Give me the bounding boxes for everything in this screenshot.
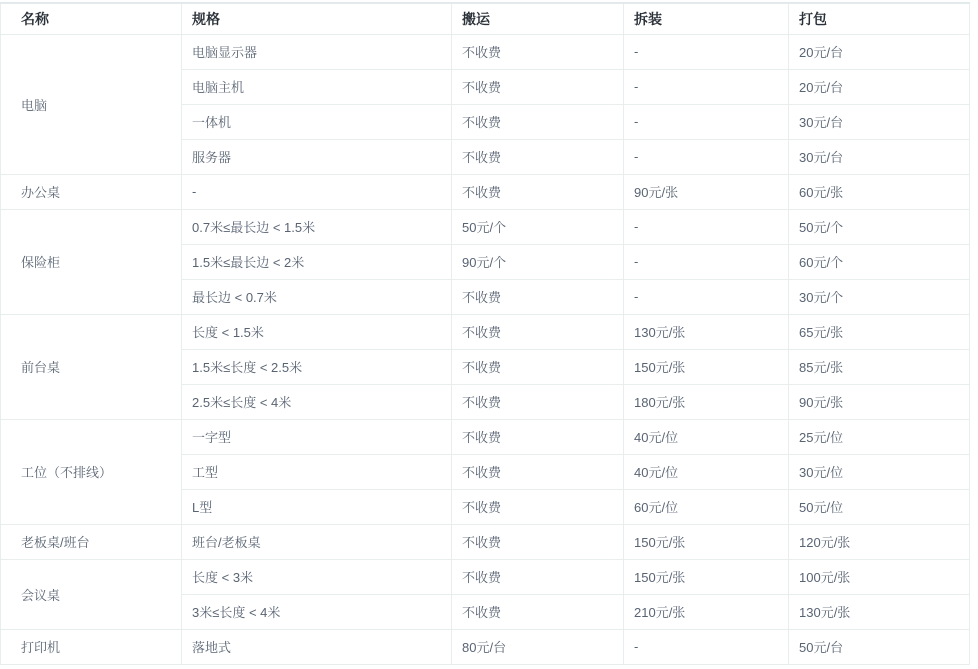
packing-fee-cell: 100元/张 — [789, 559, 970, 594]
moving-fee-cell: 不收费 — [452, 489, 624, 524]
disassembly-fee-cell: - — [624, 279, 789, 314]
moving-fee-cell: 不收费 — [452, 594, 624, 629]
header-cell-moving: 搬运 — [452, 3, 624, 34]
item-name-cell: 办公桌 — [1, 174, 182, 209]
moving-fee-cell: 不收费 — [452, 349, 624, 384]
disassembly-fee-cell: - — [624, 104, 789, 139]
spec-cell: 2.5米≤长度 < 4米 — [182, 384, 452, 419]
packing-fee-cell: 30元/个 — [789, 279, 970, 314]
packing-fee-cell: 30元/台 — [789, 139, 970, 174]
packing-fee-cell: 60元/个 — [789, 244, 970, 279]
table-row — [1, 629, 970, 664]
disassembly-fee-cell: - — [624, 244, 789, 279]
item-name-cell: 老板桌/班台 — [1, 524, 182, 559]
table-header — [1, 3, 970, 34]
spec-cell: 长度 < 1.5米 — [182, 314, 452, 349]
header-cell-name: 名称 — [1, 3, 182, 34]
moving-fee-cell: 不收费 — [452, 524, 624, 559]
moving-fee-cell: 50元/个 — [452, 209, 624, 244]
packing-fee-cell: 50元/位 — [789, 489, 970, 524]
spec-cell: 3米≤长度 < 4米 — [182, 594, 452, 629]
spec-cell: 电脑主机 — [182, 69, 452, 104]
packing-fee-cell: 60元/张 — [789, 174, 970, 209]
table-row — [1, 524, 970, 559]
spec-cell: 1.5米≤最长边 < 2米 — [182, 244, 452, 279]
header-row — [1, 3, 970, 34]
spec-cell: 一体机 — [182, 104, 452, 139]
disassembly-fee-cell: 150元/张 — [624, 524, 789, 559]
disassembly-fee-cell: - — [624, 34, 789, 69]
spec-cell: 班台/老板桌 — [182, 524, 452, 559]
moving-fee-cell: 不收费 — [452, 314, 624, 349]
moving-fee-cell: 不收费 — [452, 384, 624, 419]
moving-fee-cell: 不收费 — [452, 454, 624, 489]
table-row — [1, 419, 970, 454]
spec-cell: - — [182, 174, 452, 209]
spec-cell: L型 — [182, 489, 452, 524]
packing-fee-cell: 20元/台 — [789, 34, 970, 69]
disassembly-fee-cell: 150元/张 — [624, 559, 789, 594]
disassembly-fee-cell: - — [624, 139, 789, 174]
item-name-cell: 打印机 — [1, 629, 182, 664]
packing-fee-cell: 50元/个 — [789, 209, 970, 244]
moving-fee-cell: 不收费 — [452, 104, 624, 139]
disassembly-fee-cell: 130元/张 — [624, 314, 789, 349]
moving-fee-cell: 不收费 — [452, 279, 624, 314]
item-name-cell: 前台桌 — [1, 314, 182, 419]
packing-fee-cell: 65元/张 — [789, 314, 970, 349]
table-row — [1, 209, 970, 244]
moving-fee-cell: 不收费 — [452, 174, 624, 209]
packing-fee-cell: 50元/台 — [789, 629, 970, 664]
packing-fee-cell: 20元/台 — [789, 69, 970, 104]
spec-cell: 工型 — [182, 454, 452, 489]
disassembly-fee-cell: - — [624, 209, 789, 244]
spec-cell: 落地式 — [182, 629, 452, 664]
moving-fee-cell: 不收费 — [452, 69, 624, 104]
disassembly-fee-cell: - — [624, 69, 789, 104]
packing-fee-cell: 130元/张 — [789, 594, 970, 629]
header-cell-packing: 打包 — [789, 3, 970, 34]
disassembly-fee-cell: - — [624, 629, 789, 664]
moving-fee-cell: 不收费 — [452, 139, 624, 174]
spec-cell: 0.7米≤最长边 < 1.5米 — [182, 209, 452, 244]
packing-fee-cell: 25元/位 — [789, 419, 970, 454]
disassembly-fee-cell: 40元/位 — [624, 419, 789, 454]
spec-cell: 一字型 — [182, 419, 452, 454]
table-body — [1, 34, 970, 664]
moving-fee-cell: 90元/个 — [452, 244, 624, 279]
item-name-cell: 电脑 — [1, 34, 182, 174]
table-row — [1, 174, 970, 209]
spec-cell: 1.5米≤长度 < 2.5米 — [182, 349, 452, 384]
spec-cell: 长度 < 3米 — [182, 559, 452, 594]
disassembly-fee-cell: 210元/张 — [624, 594, 789, 629]
disassembly-fee-cell: 40元/位 — [624, 454, 789, 489]
table-row — [1, 314, 970, 349]
disassembly-fee-cell: 90元/张 — [624, 174, 789, 209]
header-cell-disassembly: 拆装 — [624, 3, 789, 34]
item-name-cell: 保险柜 — [1, 209, 182, 314]
item-name-cell: 会议桌 — [1, 559, 182, 629]
disassembly-fee-cell: 150元/张 — [624, 349, 789, 384]
header-cell-spec: 规格 — [182, 3, 452, 34]
packing-fee-cell: 30元/台 — [789, 104, 970, 139]
moving-fee-cell: 80元/台 — [452, 629, 624, 664]
disassembly-fee-cell: 180元/张 — [624, 384, 789, 419]
spec-cell: 最长边 < 0.7米 — [182, 279, 452, 314]
spec-cell: 服务器 — [182, 139, 452, 174]
packing-fee-cell: 30元/位 — [789, 454, 970, 489]
table-row — [1, 559, 970, 594]
table-row — [1, 34, 970, 69]
moving-fee-cell: 不收费 — [452, 34, 624, 69]
spec-cell: 电脑显示器 — [182, 34, 452, 69]
packing-fee-cell: 90元/张 — [789, 384, 970, 419]
moving-fee-cell: 不收费 — [452, 419, 624, 454]
packing-fee-cell: 120元/张 — [789, 524, 970, 559]
moving-fee-cell: 不收费 — [452, 559, 624, 594]
item-name-cell: 工位（不排线） — [1, 419, 182, 524]
packing-fee-cell: 85元/张 — [789, 349, 970, 384]
disassembly-fee-cell: 60元/位 — [624, 489, 789, 524]
furniture-moving-price-table — [0, 2, 970, 665]
